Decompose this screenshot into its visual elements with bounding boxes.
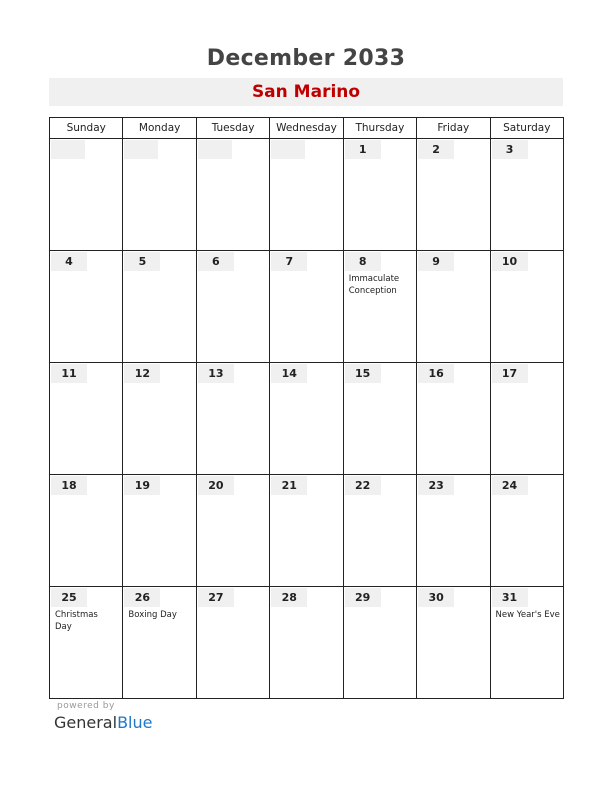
day-number <box>124 140 158 159</box>
day-cell[interactable] <box>50 587 123 699</box>
day-number: 21 <box>271 476 307 495</box>
weekday-header: Tuesday <box>196 118 269 139</box>
day-cell[interactable] <box>123 251 196 363</box>
day-cell[interactable] <box>50 251 123 363</box>
day-cell[interactable] <box>123 475 196 587</box>
country-banner <box>49 78 563 106</box>
week-row <box>50 139 564 251</box>
day-number: 20 <box>198 476 234 495</box>
country-name: San Marino <box>251 82 361 102</box>
day-number: 11 <box>51 364 87 383</box>
day-number: 2 <box>418 140 454 159</box>
day-cell[interactable] <box>196 363 269 475</box>
week-row <box>50 363 564 475</box>
day-number: 30 <box>418 588 454 607</box>
day-cell[interactable] <box>343 363 416 475</box>
day-number: 31 <box>492 588 528 607</box>
day-cell[interactable] <box>417 251 490 363</box>
week-row <box>50 475 564 587</box>
day-cell[interactable] <box>417 475 490 587</box>
day-cell[interactable] <box>343 475 416 587</box>
day-number: 23 <box>418 476 454 495</box>
day-number: 1 <box>345 140 381 159</box>
day-cell[interactable] <box>417 587 490 699</box>
day-cell[interactable] <box>343 251 416 363</box>
day-number: 18 <box>51 476 87 495</box>
day-cell[interactable] <box>123 139 196 251</box>
day-cell[interactable] <box>417 363 490 475</box>
generalblue-logo[interactable] <box>54 713 152 732</box>
day-number: 9 <box>418 252 454 271</box>
day-number: 19 <box>124 476 160 495</box>
day-cell[interactable] <box>196 139 269 251</box>
day-cell[interactable] <box>123 363 196 475</box>
page-title: December 2033 <box>206 46 406 71</box>
weekday-header: Sunday <box>50 118 123 139</box>
day-number: 7 <box>271 252 307 271</box>
day-cell[interactable] <box>196 587 269 699</box>
day-number: 13 <box>198 364 234 383</box>
day-cell[interactable] <box>490 139 563 251</box>
day-cell[interactable] <box>490 363 563 475</box>
day-number <box>198 140 232 159</box>
day-number: 24 <box>492 476 528 495</box>
week-row <box>50 251 564 363</box>
day-cell[interactable] <box>270 139 343 251</box>
day-number: 12 <box>124 364 160 383</box>
holiday-label: Immaculate Conception <box>348 274 400 296</box>
weekday-header-row <box>50 118 564 139</box>
powered-by-text: powered by <box>57 701 115 711</box>
day-number: 25 <box>51 588 87 607</box>
day-cell[interactable] <box>50 363 123 475</box>
day-cell[interactable] <box>490 251 563 363</box>
day-cell[interactable] <box>270 363 343 475</box>
calendar-body <box>50 139 564 699</box>
day-number: 3 <box>492 140 528 159</box>
day-number: 28 <box>271 588 307 607</box>
day-number: 10 <box>492 252 528 271</box>
holiday-label: Boxing Day <box>128 610 177 620</box>
day-number <box>271 140 305 159</box>
day-number: 27 <box>198 588 234 607</box>
day-cell[interactable] <box>196 475 269 587</box>
day-cell[interactable] <box>196 251 269 363</box>
day-number: 15 <box>345 364 381 383</box>
weekday-header: Monday <box>123 118 196 139</box>
day-cell[interactable] <box>490 475 563 587</box>
logo-general-text: General <box>54 713 118 732</box>
day-cell[interactable] <box>50 139 123 251</box>
day-number <box>51 140 85 159</box>
day-cell[interactable] <box>270 475 343 587</box>
day-cell[interactable] <box>343 587 416 699</box>
holiday-label: New Year's Eve <box>495 610 560 620</box>
day-number: 8 <box>345 252 381 271</box>
day-cell[interactable] <box>50 475 123 587</box>
day-number: 29 <box>345 588 381 607</box>
day-number: 22 <box>345 476 381 495</box>
day-number: 6 <box>198 252 234 271</box>
weekday-header: Thursday <box>343 118 416 139</box>
week-row <box>50 587 564 699</box>
weekday-header: Wednesday <box>270 118 343 139</box>
day-cell[interactable] <box>343 139 416 251</box>
day-number: 4 <box>51 252 87 271</box>
day-cell[interactable] <box>270 587 343 699</box>
day-cell[interactable] <box>123 587 196 699</box>
day-number: 14 <box>271 364 307 383</box>
day-cell[interactable] <box>270 251 343 363</box>
day-number: 16 <box>418 364 454 383</box>
calendar-grid <box>49 117 564 699</box>
holiday-label: Christmas Day <box>55 610 98 632</box>
day-number: 5 <box>124 252 160 271</box>
weekday-header: Friday <box>417 118 490 139</box>
logo-blue-text: Blue <box>117 713 153 732</box>
weekday-header: Saturday <box>490 118 563 139</box>
day-cell[interactable] <box>490 587 563 699</box>
day-number: 26 <box>124 588 160 607</box>
day-number: 17 <box>492 364 528 383</box>
day-cell[interactable] <box>417 139 490 251</box>
